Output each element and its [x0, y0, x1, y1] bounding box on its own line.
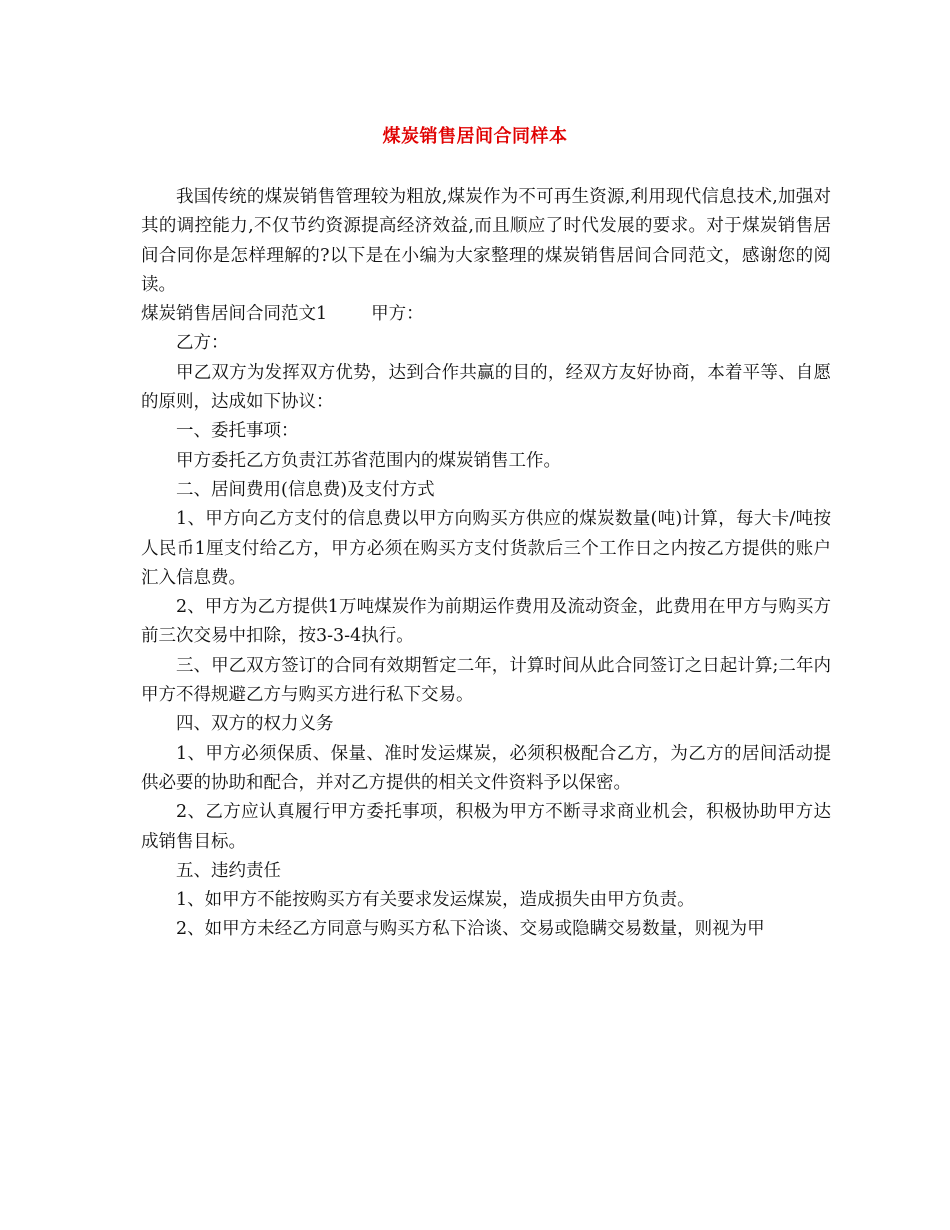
clause-paragraph: 甲乙双方为发挥双方优势，达到合作共赢的目的，经双方友好协商，本着平等、自愿的原则，达成如下协议： — [141, 362, 831, 413]
clause-paragraph: 三、甲乙双方签订的合同有效期暂定二年，计算时间从此合同签订之日起计算;二年内甲方不得规避乙方与购买方进行私下交易。 — [141, 655, 831, 706]
section-heading: 一、委托事项： — [176, 421, 299, 442]
section-heading: 四、双方的权力义务 — [176, 714, 334, 735]
sample-heading: 煤炭销售居间合同范文1 — [141, 304, 328, 325]
clause-paragraph: 1、甲方必须保质、保量、准时发运煤炭，必须积极配合乙方，为乙方的居间活动提供必要的协助和配合，并对乙方提供的相关文件资料予以保密。 — [141, 743, 831, 793]
clause-paragraph: 1、甲方向乙方支付的信息费以甲方向购买方供应的煤炭数量(吨)计算，每大卡/吨按人民币1厘支付给乙方，甲方必须在购买方支付货款后三个工作日之内按乙方提供的账户汇入信息费。 — [141, 509, 831, 588]
clause-paragraph: 2、甲方为乙方提供1万吨煤炭作为前期运作费用及流动资金，此费用在甲方与购买方前三次交易中扣除，按3-3-4执行。 — [141, 597, 831, 647]
intro-paragraph: 我国传统的煤炭销售管理较为粗放,煤炭作为不可再生资源,利用现代信息技术,加强对其的调控能力,不仅节约资源提高经济效益,而且顺应了时代发展的要求。对于煤炭销售居间合同你是怎样理解的?以下是在小编为大家整理的煤炭销售居间合同范文，感谢您的阅读。 — [141, 187, 831, 295]
section-heading: 二、居间费用(信息费)及支付方式 — [176, 479, 435, 500]
document-body — [141, 183, 831, 945]
party-b-label: 乙方： — [176, 333, 229, 354]
clause-paragraph: 2、乙方应认真履行甲方委托事项，积极为甲方不断寻求商业机会，积极协助甲方达成销售目标。 — [141, 802, 831, 852]
clause-paragraph: 2、如甲方未经乙方同意与购买方私下洽谈、交易或隐瞒交易数量，则视为甲 — [176, 919, 765, 940]
section-heading: 五、违约责任 — [176, 860, 281, 881]
document-title: 煤炭销售居间合同样本 — [382, 126, 568, 147]
clause-paragraph: 1、如甲方不能按购买方有关要求发运煤炭，造成损失由甲方负责。 — [176, 890, 695, 911]
clause-paragraph: 甲方委托乙方负责江苏省范围内的煤炭销售工作。 — [176, 450, 561, 471]
party-a-label: 甲方： — [371, 304, 424, 325]
sample-heading-line — [141, 300, 831, 329]
